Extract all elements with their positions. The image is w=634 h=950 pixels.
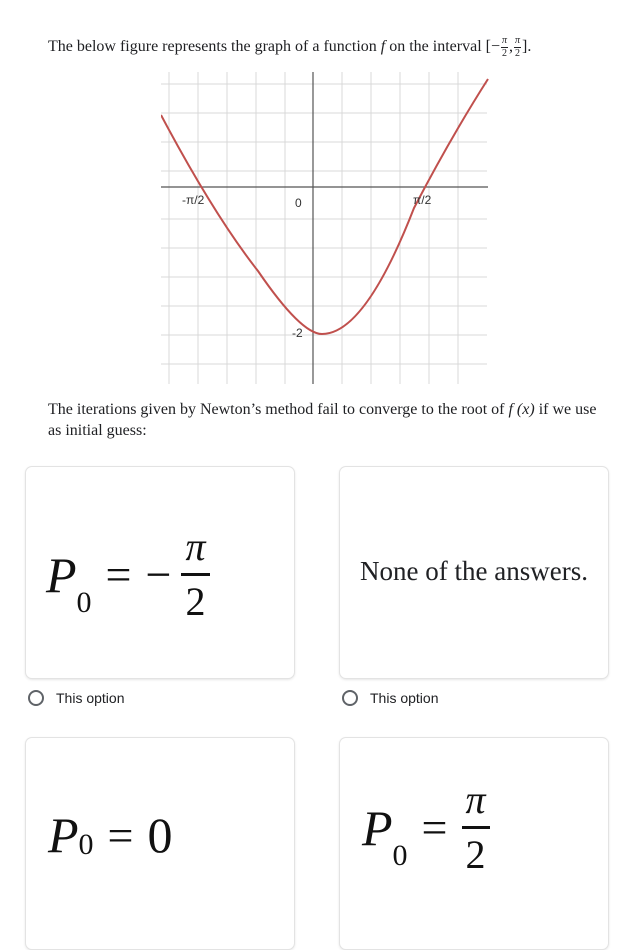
question-intro-text: The below figure represents the graph of a function	[48, 38, 377, 56]
option-card-2[interactable]	[340, 467, 608, 678]
p-symbol: P	[46, 546, 77, 603]
option-4-formula	[362, 777, 490, 877]
equals-sign: =	[421, 802, 448, 853]
fraction-denominator: 2	[465, 832, 486, 877]
option-1-formula	[46, 524, 210, 624]
frac-num: π	[515, 35, 521, 46]
pi-over-2-fraction	[462, 777, 490, 877]
fx-symbol: f (x)	[508, 401, 535, 418]
interval-close: ].	[522, 38, 532, 56]
question-intro	[48, 36, 531, 59]
frac-num: π	[502, 35, 508, 46]
interval-right-fraction	[514, 36, 521, 59]
option-2-radio-row[interactable]	[342, 690, 438, 706]
fraction-numerator: π	[181, 527, 209, 576]
zero-value: 0	[147, 807, 173, 863]
function-curve	[161, 79, 488, 334]
p-symbol: P	[362, 799, 393, 856]
tick-label-y: -2	[292, 326, 303, 340]
radio-button-1[interactable]	[28, 690, 44, 706]
equals-sign: =	[105, 549, 132, 600]
interval-open: [−	[485, 38, 500, 56]
tick-label-zero: 0	[295, 196, 302, 210]
p-symbol: P	[48, 807, 79, 863]
option-card-3[interactable]	[26, 738, 294, 949]
tick-label-right: π/2	[413, 193, 432, 207]
p-subscript: 0	[78, 828, 94, 861]
question-body	[48, 399, 608, 441]
fraction-numerator: π	[462, 780, 490, 829]
option-2-label: This option	[370, 690, 439, 706]
function-graph	[161, 72, 491, 387]
interval-comma: ,	[509, 38, 514, 56]
option-card-1[interactable]	[26, 467, 294, 678]
equals-sign: =	[107, 809, 134, 861]
radio-button-2[interactable]	[342, 690, 358, 706]
p-subscript: 0	[76, 586, 92, 619]
option-card-4[interactable]	[340, 738, 608, 949]
option-1-label: This option	[56, 690, 125, 706]
interval-left-fraction	[501, 36, 508, 59]
pi-over-2-fraction	[181, 524, 209, 624]
frac-den: 2	[502, 48, 507, 59]
option-2-text: None of the answers.	[360, 556, 588, 586]
grid	[161, 72, 487, 384]
frac-den: 2	[515, 48, 521, 59]
minus-sign: −	[145, 549, 172, 600]
interval-text: on the interval	[389, 38, 482, 56]
question-body-end: if we use as initial guess:	[48, 401, 597, 439]
tick-label-left: -π/2	[182, 193, 205, 207]
option-3-formula	[48, 806, 173, 864]
question-body-text: The iterations given by Newton’s method fail to converge to the root of	[48, 401, 505, 418]
fraction-denominator: 2	[185, 579, 206, 624]
option-1-radio-row[interactable]	[28, 690, 124, 706]
function-name: f	[380, 38, 386, 56]
p-subscript: 0	[392, 839, 408, 872]
